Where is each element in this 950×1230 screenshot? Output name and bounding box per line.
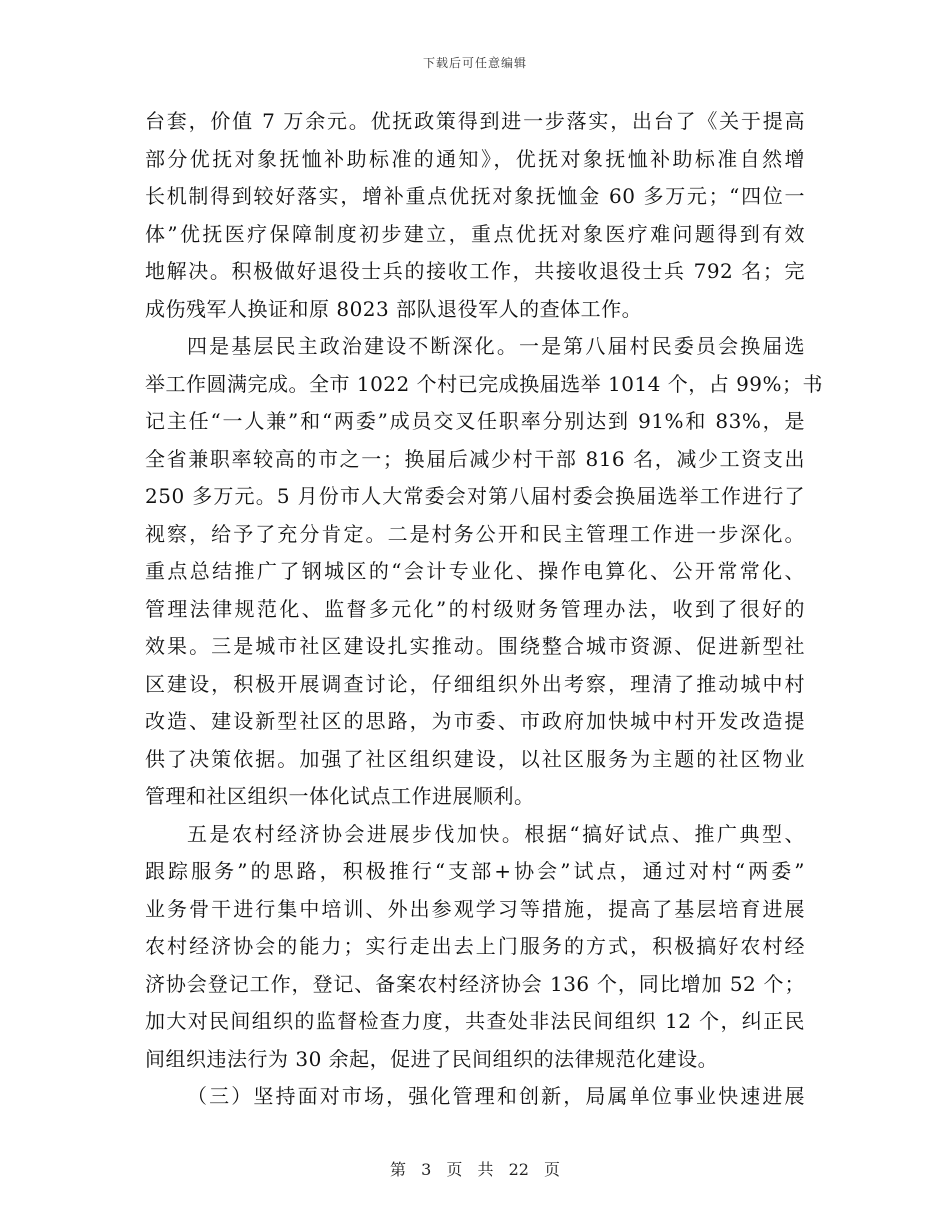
page-label-mid2: 共 — [477, 1160, 494, 1179]
text-line: 五是农村经济协会进展步伐加快。根据“搞好试点、推广典型、 — [187, 821, 805, 846]
text-line: 250 多万元。5 月份市人大常委会对第八届村委会换届选举工作进行了 — [145, 484, 805, 508]
text-line: 跟踪服务”的思路，积极推行“支部+协会”试点，通过对村“两委” — [145, 859, 805, 883]
paragraph-1 — [145, 103, 805, 328]
text-line: 间组织违法行为 30 余起，促进了民间组织的法律规范化建设。 — [145, 1046, 719, 1071]
text-line: 重点总结推广了钢城区的“会计专业化、操作电算化、公开常常化、 — [145, 559, 805, 583]
total-pages-number: 22 — [508, 1160, 529, 1179]
text-line: 台套，价值 7 万余元。优抚政策得到进一步落实，出台了《关于提高 — [145, 109, 805, 133]
page-label-prefix: 第 — [389, 1160, 406, 1179]
current-page-number: 3 — [421, 1160, 432, 1179]
page-label-mid1: 页 — [446, 1160, 463, 1179]
page-footer — [0, 1157, 950, 1180]
text-line: 供了决策依据。加强了社区组织建设，以社区服务为主题的社区物业 — [145, 746, 805, 771]
page-label-suffix: 页 — [544, 1160, 561, 1179]
text-line: 全省兼职率较高的市之一；换届后减少村干部 816 名，减少工资支出 — [145, 446, 805, 471]
paragraph-3 — [145, 816, 805, 1079]
text-line: 举工作圆满完成。全市 1022 个村已完成换届选举 1014 个，占 99%；书 — [145, 371, 824, 396]
text-line: 农村经济协会的能力；实行走出去上门服务的方式，积极搞好农村经 — [145, 934, 805, 958]
text-line: 长机制得到较好落实，增补重点优抚对象抚恤金 60 多万元；“四位一 — [145, 184, 805, 208]
text-line: 改造、建设新型社区的思路，为市委、市政府加快城中村开发改造提 — [145, 709, 805, 733]
text-line: 加大对民间组织的监督检查力度，共查处非法民间组织 12 个，纠正民 — [145, 1009, 805, 1033]
text-line: 成伤残军人换证和原 8023 部队退役军人的查体工作。 — [145, 296, 643, 321]
text-line: 地解决。积极做好退役士兵的接收工作，共接收退役士兵 792 名；完 — [145, 259, 805, 283]
paragraph-4 — [145, 1078, 805, 1116]
text-line: 视察，给予了充分肯定。二是村务公开和民主管理工作进一步深化。 — [145, 521, 805, 546]
text-line: 济协会登记工作，登记、备案农村经济协会 136 个，同比增加 52 个； — [145, 971, 805, 996]
text-line: 管理和社区组织一体化试点工作进展顺利。 — [145, 784, 535, 808]
text-line: 记主任“一人兼”和“两委”成员交叉任职率分别达到 91%和 83%，是 — [145, 409, 805, 433]
text-line: 四是基层民主政治建设不断深化。一是第八届村民委员会换届选 — [187, 334, 805, 358]
text-line: 管理法律规范化、监督多元化”的村级财务管理办法，收到了很好的 — [145, 596, 805, 621]
section-heading-line: （三）坚持面对市场，强化管理和创新，局属单位事业快速进展 — [187, 1084, 805, 1108]
text-line: 部分优抚对象抚恤补助标准的通知》，优抚对象抚恤补助标准自然增 — [145, 146, 805, 171]
text-line: 业务骨干进行集中培训、外出参观学习等措施，提高了基层培育进展 — [145, 896, 805, 921]
text-line: 区建设，积极开展调查讨论，仔细组织外出考察，理清了推动城中村 — [145, 671, 805, 696]
document-body — [145, 103, 824, 1116]
page-header: 下载后可任意编辑 — [422, 56, 527, 70]
paragraph-2 — [145, 328, 824, 816]
text-line: 效果。三是城市社区建设扎实推动。围绕整合城市资源、促进新型社 — [145, 634, 805, 658]
text-line: 体”优抚医疗保障制度初步建立，重点优抚对象医疗难问题得到有效 — [145, 221, 805, 246]
